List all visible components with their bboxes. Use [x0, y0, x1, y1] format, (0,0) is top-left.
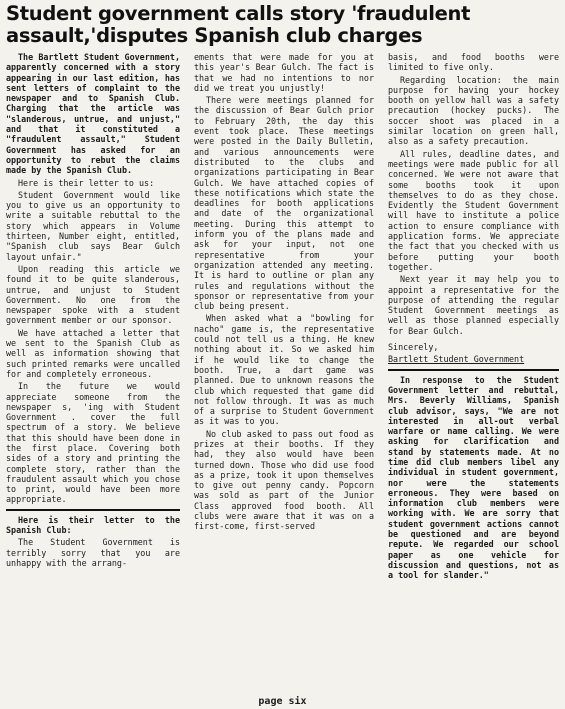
page-number: page six: [258, 696, 307, 707]
letter-paragraph: When asked what a "bowling for nacho" game is, the representative could not tell us a thing. He knew nothing about it. So we asked him if he would like to change the booth. True, a dart game was planned. Due to unknown reasons the club which requested that game did not follow through. It was as much of a surprise to Student Government as it was to you.: [194, 313, 374, 427]
column-3: [388, 52, 559, 692]
article-columns: [6, 52, 559, 692]
letter-paragraph: Regarding location: the main purpose for having your hockey booth on yellow hall was a safety precaution (hockey pucks). The soccer shoot was placed in a similar location on green hall, also as a safety precaution.: [388, 74, 559, 147]
letter-paragraph: Upon reading this article we found it to be quite slanderous, untrue, and unjust to Student Government. No one from the newspaper spoke with a student government member or our sponsor.: [6, 263, 180, 326]
intro-paragraph: The Bartlett Student Government, apparently concerned with a story appearing in our last edition, has sent letters of complaint to the newspaper and to Spanish Club. Charging that the article was "slanderous, untrue, and unjust," and that it constituted a "fraudulent assault," Student Government has asked for an opportunity to rebut the claims made by the Spanish Club.: [6, 52, 180, 176]
headline: [6, 3, 559, 47]
letter-paragraph: We have attached a letter that we sent to the Spanish Club as well as information showing that such printed remarks were uncalled for and completely erroneous.: [6, 327, 180, 379]
letter-paragraph: No club asked to pass out food as prizes at their booths. If they had, they also would have been turned down. Those who did use food as a prize, took it upon themselves to give out penny candy. Popcorn was sold as part of the Junior Class approved food booth. All clubs were aware that it was on a first-come, first-served: [194, 428, 374, 532]
letter-intro-heading: Here is their letter to us:: [18, 177, 155, 188]
letter-paragraph: In the future we would appreciate someone from the newspaper s, 'ing with Student Government . cover the full spectrum of a story. We believe that this should have been done in the first place. Covering both sides of a story and printing the complete story, rather than the fraudulent assault which you chose to print, would have been more appropriate.: [6, 381, 180, 505]
letter-paragraph: The Student Government is terribly sorry that you are unhappy with the arrang-: [6, 537, 180, 568]
column-1: [6, 52, 180, 692]
letter-paragraph: ements that were made for you at this year's Bear Gulch. The fact is that we had no intentions to nor did we treat you unjustly!: [194, 52, 374, 93]
section-divider: [6, 509, 180, 511]
advisor-response: In response to the Student Government letter and rebuttal, Mrs. Beverly Williams, Spanish club advisor, says, "We are not interested in all-out verbal warfare or name calling. We were asking for clarification and stand by statements made. At no time did club members libel any individual in student government, nor were the statements erroneous. They were based on information club members were working with. We are sorry that student government actions cannot be questioned and are beyond repute. We regarded our school paper as one vehicle for discussion and questions, not as a tool for slander.": [388, 374, 559, 581]
letter-closing: Sincerely,: [388, 342, 439, 353]
letter-paragraph: Next year it may help you to appoint a representative for the purpose of attending the regular Student Government meetings as well as those planned especially for Bear Gulch.: [388, 274, 559, 336]
letter-intro-heading: Here is their letter to the Spanish Club:: [6, 514, 180, 536]
letter-paragraph: Student Government would like you to give us an opportunity to write a suitable rebuttal to the story which appears in Volume thirteen, Number eight, entitled, "Spanish club says Bear Gulch layout unfair.": [6, 189, 180, 262]
letter-paragraph: There were meetings planned for the discussion of Bear Gulch prior to February 20th, the day this event took place. These meetings were posted in the Daily Bulletin, and various announcements were distributed to the clubs and organizations participating in Bear Gulch. We have attached copies of these notifications which state the deadlines for booth applications and date of the organizational meeting. During this attempt to inform you of the plans made and ask for your input, not one representative from your organization attended any meeting. It is hard to outline or plan any rules and regulations without the sponsor or representative from your club being present.: [194, 95, 374, 312]
column-2: [194, 52, 374, 692]
letter-signature: Bartlett Student Government: [388, 354, 525, 365]
letter-paragraph: basis, and food booths were limited to five only.: [388, 52, 559, 73]
headline-line-1: Student government calls story 'fraudulent: [6, 2, 471, 25]
letter-paragraph: All rules, deadline dates, and meetings were made public for all concerned. We were not aware that some booths took it upon themselves to do as they chose. Evidently the Student Government will have to institute a police action to ensure compliance with application forms. We appreciate the fact that you checked with us before putting your booth together.: [388, 148, 559, 272]
headline-line-2: assault,'disputes Spanish club charges: [6, 24, 423, 47]
section-divider: [388, 369, 559, 371]
